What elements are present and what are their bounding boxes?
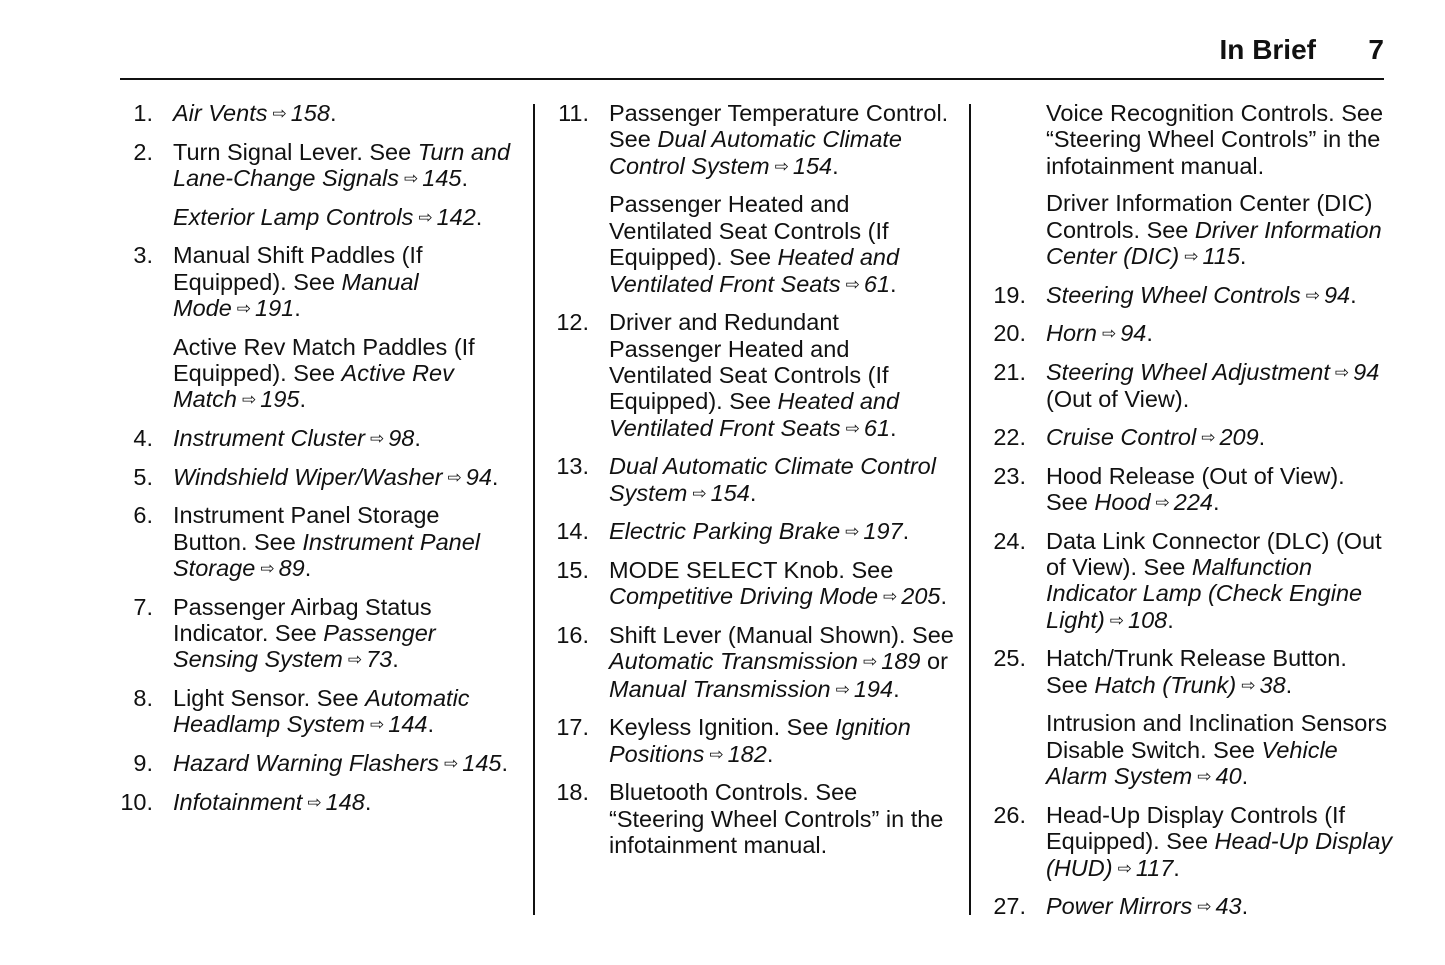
- page-ref-arrow-icon: ⇨: [845, 274, 860, 294]
- entry-text: Light Sensor. See: [173, 685, 366, 711]
- reference-text: 145: [422, 165, 462, 191]
- entry-text: Passenger Airbag Status Indicator. See: [173, 593, 432, 646]
- entry-text: Shift Lever (Manual Shown). See: [609, 622, 954, 649]
- page-ref-arrow-icon: ⇨: [845, 418, 860, 438]
- reference-text: 154: [792, 152, 833, 179]
- entry-text: .: [766, 740, 774, 767]
- item-number: 18.: [556, 779, 589, 806]
- page-ref-arrow-icon: ⇨: [1109, 610, 1125, 630]
- page-ref-arrow-icon: ⇨: [404, 169, 419, 188]
- entry-text: MODE SELECT Knob. See: [609, 557, 894, 584]
- reference-text: 148: [325, 788, 365, 815]
- reference-text: Steering Wheel Adjustment: [1046, 359, 1330, 385]
- item-number: 16.: [556, 622, 589, 649]
- entry-text: .: [299, 386, 306, 413]
- page-ref-arrow-icon: ⇨: [307, 792, 322, 812]
- entry-text: (Out of View).: [1046, 386, 1190, 413]
- page-ref-arrow-icon: ⇨: [1101, 324, 1117, 344]
- entry-text: .: [893, 675, 900, 702]
- entry-text: .: [1239, 243, 1247, 270]
- reference-text: Power Mirrors: [1046, 893, 1193, 920]
- reference-text: Automatic Transmission: [609, 648, 858, 675]
- reference-text: Competitive Driving Mode: [609, 583, 879, 610]
- page-header: [120, 34, 1384, 66]
- page-ref-arrow-icon: ⇨: [1197, 767, 1212, 787]
- list-item: [120, 789, 520, 816]
- page-ref-arrow-icon: ⇨: [1155, 493, 1170, 512]
- list-item: [993, 359, 1393, 413]
- list-item: [120, 139, 520, 193]
- list-item-continuation: [993, 710, 1393, 790]
- column-2: [556, 100, 956, 870]
- item-number: 14.: [556, 518, 589, 545]
- column-1: [120, 100, 520, 827]
- page-ref-arrow-icon: ⇨: [1241, 675, 1256, 695]
- list-item: [120, 242, 520, 322]
- entry-text: .: [1241, 763, 1249, 790]
- entry-text: Voice Recognition Controls. See “Steering Wheel Controls” in the infotainment manual.: [1046, 100, 1384, 179]
- reference-text: Dual Automatic Climate Control System: [609, 453, 936, 506]
- item-number: 22.: [993, 424, 1026, 450]
- page-ref-arrow-icon: ⇨: [1184, 247, 1199, 267]
- list-item: [556, 453, 956, 507]
- item-number: 11.: [558, 100, 589, 126]
- entry-text: .: [461, 165, 469, 191]
- entry-text: Keyless Ignition. See: [609, 714, 835, 741]
- reference-text: 189: [881, 648, 921, 675]
- reference-text: 115: [1202, 243, 1240, 270]
- item-number: 2.: [133, 138, 153, 165]
- item-number: 15.: [556, 557, 589, 584]
- entry-text: .: [427, 711, 434, 738]
- reference-text: 154: [710, 479, 750, 506]
- entry-text: .: [392, 646, 399, 673]
- entry-text: .: [1285, 671, 1293, 698]
- entry-text: Hood Release (Out of View). See: [1046, 462, 1345, 515]
- reference-text: 182: [727, 740, 767, 767]
- page-ref-arrow-icon: ⇨: [774, 156, 789, 176]
- reference-text: Hazard Warning Flashers: [173, 750, 440, 776]
- item-number: 10.: [120, 788, 153, 815]
- reference-text: 61: [863, 270, 891, 297]
- page-ref-arrow-icon: ⇨: [1334, 363, 1350, 382]
- page-ref-arrow-icon: ⇨: [418, 207, 433, 227]
- entry-text: Active Rev Match Paddles (If Equipped). See: [173, 333, 475, 386]
- entry-text: .: [1146, 320, 1153, 347]
- list-item: [993, 802, 1393, 882]
- reference-text: 145: [462, 750, 502, 776]
- entry-text: .: [475, 203, 483, 230]
- page-ref-arrow-icon: ⇨: [369, 429, 385, 448]
- list-item: [120, 464, 520, 491]
- item-number: 23.: [993, 462, 1026, 489]
- entry-text: Bluetooth Controls. See “Steering Wheel Controls” in the infotainment manual.: [609, 779, 944, 859]
- item-number: 20.: [993, 320, 1026, 347]
- page-number: 7: [1368, 34, 1384, 65]
- reference-text: 73: [366, 646, 393, 673]
- item-number: 6.: [133, 502, 153, 529]
- list-item: [556, 518, 956, 545]
- entry-text: Data Link Connector (DLC) (Out of View). See: [1046, 527, 1382, 580]
- item-number: 27.: [993, 893, 1026, 920]
- list-item: [556, 779, 956, 858]
- list-item-continuation: [120, 334, 520, 414]
- page-ref-arrow-icon: ⇨: [835, 679, 850, 699]
- reference-text: 43: [1215, 893, 1242, 920]
- item-number: 9.: [133, 750, 153, 776]
- entry-text: Turn Signal Lever. See: [173, 138, 418, 165]
- item-number: 12.: [556, 309, 589, 336]
- page-ref-arrow-icon: ⇨: [1201, 428, 1216, 447]
- item-number: 4.: [133, 425, 153, 451]
- reference-text: Active Rev Match: [173, 360, 454, 413]
- entry-text: .: [890, 414, 897, 441]
- reference-text: 89: [278, 555, 305, 581]
- reference-text: 158: [290, 100, 330, 126]
- list-item: [120, 502, 520, 582]
- reference-text: 224: [1173, 489, 1213, 515]
- entry-text: .: [1173, 854, 1180, 881]
- list-item: [993, 320, 1393, 347]
- column-divider: [533, 104, 535, 915]
- reference-text: 38: [1259, 671, 1286, 698]
- list-item: [120, 425, 520, 452]
- list-item: [993, 463, 1393, 517]
- entry-text: .: [890, 270, 897, 297]
- page-ref-arrow-icon: ⇨: [1117, 858, 1132, 878]
- item-number: 1.: [133, 100, 153, 126]
- entry-text: Driver Information Center (DIC) Controls. See: [1046, 190, 1373, 243]
- entry-text: Hatch/Trunk Release Button. See: [1046, 645, 1347, 698]
- entry-text: Intrusion and Inclination Sensors Disable Switch. See: [1046, 710, 1387, 763]
- reference-text: Automatic Headlamp System: [173, 685, 470, 738]
- item-number: 24.: [993, 527, 1026, 554]
- reference-text: Turn and Lane-Change Signals: [173, 138, 511, 191]
- page-ref-arrow-icon: ⇨: [883, 587, 898, 607]
- reference-text: Malfunction Indicator Lamp (Check Engine Light): [1046, 554, 1363, 633]
- item-number: 3.: [133, 242, 153, 269]
- reference-text: 98: [388, 425, 415, 451]
- reference-text: 94: [1353, 359, 1380, 385]
- reference-text: Hood: [1094, 489, 1151, 515]
- entry-text: .: [749, 479, 757, 506]
- page-ref-arrow-icon: ⇨: [447, 467, 462, 487]
- page-ref-arrow-icon: ⇨: [863, 652, 878, 672]
- page-ref-arrow-icon: ⇨: [444, 754, 459, 773]
- column-divider: [969, 104, 971, 915]
- item-number: 25.: [993, 645, 1026, 672]
- reference-text: 108: [1128, 606, 1168, 633]
- entry-text: or: [920, 648, 948, 675]
- entry-text: .: [1350, 281, 1357, 308]
- reference-text: 205: [901, 583, 941, 610]
- item-number: 8.: [133, 685, 153, 711]
- reference-text: 197: [863, 518, 903, 545]
- page-ref-arrow-icon: ⇨: [845, 522, 860, 542]
- entry-text: Instrument Panel Storage Button. See: [173, 502, 440, 555]
- page-ref-arrow-icon: ⇨: [1197, 897, 1212, 917]
- reference-text: 191: [255, 295, 295, 321]
- list-item: [120, 750, 520, 777]
- reference-text: Steering Wheel Controls: [1046, 281, 1301, 308]
- reference-text: 94: [465, 463, 492, 490]
- item-number: 26.: [993, 801, 1026, 828]
- reference-text: Heated and Ventilated Front Seats: [609, 244, 900, 297]
- page-ref-arrow-icon: ⇨: [347, 650, 363, 670]
- entry-text: Head-Up Display Controls (If Equipped). See: [1046, 801, 1346, 855]
- reference-text: Cruise Control: [1046, 424, 1197, 450]
- page-ref-arrow-icon: ⇨: [236, 299, 252, 318]
- entry-text: Manual Shift Paddles (If Equipped). See: [173, 242, 423, 295]
- entry-text: .: [832, 152, 839, 179]
- reference-text: Air Vents: [173, 100, 268, 126]
- entry-text: .: [940, 583, 948, 610]
- list-item: [993, 893, 1393, 920]
- item-number: 21.: [993, 359, 1026, 385]
- reference-text: Heated and Ventilated Front Seats: [609, 388, 900, 441]
- list-item: [993, 424, 1393, 451]
- entry-text: .: [501, 750, 509, 776]
- entry-text: Passenger Heated and Ventilated Seat Controls (If Equipped). See: [609, 191, 889, 271]
- reference-text: Dual Automatic Climate Control System: [609, 126, 903, 179]
- reference-text: 142: [436, 203, 476, 230]
- reference-text: 61: [863, 414, 891, 441]
- list-item: [993, 528, 1393, 635]
- list-item: [556, 100, 956, 180]
- page-ref-arrow-icon: ⇨: [260, 559, 275, 578]
- entry-text: .: [1241, 893, 1249, 920]
- reference-text: Instrument Panel Storage: [173, 528, 480, 581]
- entry-text: .: [491, 463, 499, 490]
- entry-text: .: [414, 425, 421, 451]
- page-ref-arrow-icon: ⇨: [272, 104, 287, 123]
- item-number: 7.: [133, 593, 153, 620]
- list-item-continuation: [993, 100, 1393, 179]
- list-item: [993, 645, 1393, 699]
- reference-text: 94: [1323, 281, 1351, 308]
- list-item: [120, 685, 520, 739]
- entry-text: .: [294, 295, 301, 321]
- item-number: 19.: [993, 281, 1026, 308]
- reference-text: Instrument Cluster: [173, 425, 365, 451]
- entry-text: .: [329, 100, 337, 126]
- page-ref-arrow-icon: ⇨: [1305, 285, 1320, 305]
- reference-text: Driver Information Center (DIC): [1046, 216, 1382, 270]
- reference-text: 117: [1135, 854, 1174, 881]
- list-item: [556, 714, 956, 768]
- list-item: [556, 557, 956, 611]
- reference-text: Hatch (Trunk): [1094, 671, 1237, 698]
- reference-text: 94: [1120, 320, 1147, 347]
- entry-text: .: [1167, 606, 1174, 633]
- page-ref-arrow-icon: ⇨: [692, 483, 707, 503]
- column-3: [993, 100, 1393, 932]
- entry-text: Passenger Temperature Control. See: [609, 100, 949, 153]
- page-ref-arrow-icon: ⇨: [709, 744, 724, 764]
- reference-text: 144: [388, 711, 428, 738]
- item-number: 17.: [556, 714, 589, 741]
- reference-text: 209: [1219, 424, 1259, 450]
- reference-text: 195: [260, 386, 300, 413]
- list-item-continuation: [120, 204, 520, 231]
- list-item: [993, 282, 1393, 309]
- page-ref-arrow-icon: ⇨: [370, 715, 385, 735]
- entry-text: .: [1213, 489, 1220, 515]
- list-item: [556, 622, 956, 703]
- item-number: 5.: [133, 463, 153, 490]
- reference-text: 40: [1215, 763, 1242, 790]
- reference-text: Infotainment: [173, 788, 303, 815]
- entry-text: .: [902, 518, 910, 545]
- reference-text: Manual Transmission: [609, 675, 831, 702]
- list-item: [120, 100, 520, 127]
- reference-text: Ignition Positions: [609, 714, 911, 767]
- entry-text: .: [1258, 424, 1266, 450]
- reference-text: Exterior Lamp Controls: [173, 203, 414, 230]
- list-item: [556, 309, 956, 442]
- list-item-continuation: [993, 190, 1393, 270]
- entry-text: Driver and Redundant Passenger Heated and Ventilated Seat Controls (If Equipped). See: [609, 309, 889, 415]
- item-number: 13.: [556, 453, 589, 480]
- reference-text: 194: [853, 675, 894, 702]
- reference-text: Vehicle Alarm System: [1046, 736, 1338, 790]
- list-item: [120, 594, 520, 674]
- reference-text: Manual Mode: [173, 268, 419, 321]
- reference-text: Windshield Wiper/Washer: [173, 463, 443, 490]
- reference-text: Head-Up Display (HUD): [1046, 828, 1393, 881]
- entry-text: .: [364, 788, 372, 815]
- reference-text: Passenger Sensing System: [173, 620, 436, 673]
- entry-text: .: [304, 555, 312, 581]
- list-item-continuation: [556, 191, 956, 298]
- reference-text: Horn: [1046, 320, 1097, 347]
- page-ref-arrow-icon: ⇨: [242, 390, 257, 410]
- reference-text: Electric Parking Brake: [609, 518, 841, 545]
- section-title: In Brief: [1219, 34, 1316, 65]
- header-rule: [120, 78, 1384, 80]
